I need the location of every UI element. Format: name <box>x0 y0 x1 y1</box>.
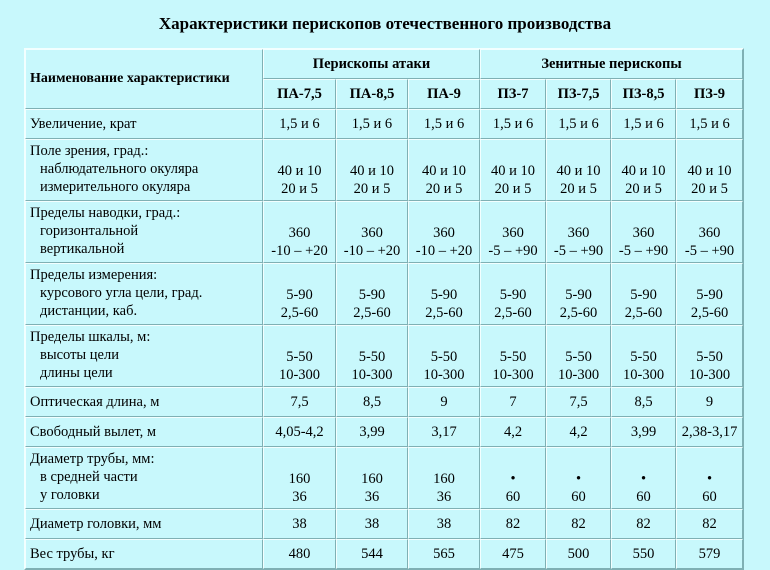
row-label-sub: высоты цели <box>40 347 119 363</box>
value-cell <box>546 325 611 387</box>
value-cell <box>546 447 611 509</box>
value-line: 2,5-60 <box>353 305 391 321</box>
value-cell <box>336 417 408 447</box>
value-line: 480 <box>288 546 311 562</box>
row-label <box>25 139 263 201</box>
value-cell <box>408 417 480 447</box>
value-line: 1,5 и 6 <box>689 116 730 132</box>
value-line: 3,17 <box>431 424 457 440</box>
value-cell <box>611 417 676 447</box>
value-line: 60 <box>571 489 586 505</box>
value-line: 8,5 <box>362 394 382 410</box>
value-line: 1,5 и 6 <box>279 116 320 132</box>
value-line: 10-300 <box>351 367 393 383</box>
value-line: 2,38-3,17 <box>681 424 738 440</box>
value-line: 3,99 <box>359 424 385 440</box>
value-cell <box>263 139 336 201</box>
value-line: 9 <box>440 394 448 410</box>
table-row <box>25 539 743 569</box>
value-cell <box>336 139 408 201</box>
value-cell <box>336 387 408 417</box>
page-title: Характеристики перископов отечественного производства <box>158 14 612 33</box>
periscope-spec-table <box>24 48 744 570</box>
value-line: 7,5 <box>569 394 588 410</box>
row-label-main: Оптическая длина, м <box>30 394 160 410</box>
value-line: 360 <box>632 225 655 241</box>
value-line: 500 <box>567 546 590 562</box>
row-label-sub: дистанции, каб. <box>40 303 138 319</box>
row-label-sub: вертикальной <box>40 241 125 257</box>
header-group-antiaircraft: Зенитные перископы <box>480 49 743 79</box>
row-label-main: Поле зрения, град.: <box>30 143 149 159</box>
value-cell <box>676 109 743 139</box>
table-row <box>25 417 743 447</box>
value-line: 5-90 <box>565 287 592 303</box>
row-label-main: Увеличение, крат <box>30 116 137 132</box>
value-cell <box>480 509 546 539</box>
value-cell <box>408 139 480 201</box>
value-line: 10-300 <box>557 367 600 383</box>
value-line: 5-90 <box>430 287 458 303</box>
table-row <box>25 447 743 509</box>
value-cell <box>336 509 408 539</box>
value-cell <box>546 109 611 139</box>
value-cell <box>336 263 408 325</box>
value-line: 40 и 10 <box>556 163 601 179</box>
value-cell <box>480 139 546 201</box>
value-cell <box>408 539 480 569</box>
value-line: 82 <box>636 516 651 532</box>
row-label <box>25 509 263 539</box>
value-line: 7,5 <box>290 394 309 410</box>
value-cell <box>546 387 611 417</box>
header-name-column: Наименование характеристики <box>25 49 263 109</box>
value-line: 3,99 <box>630 424 657 440</box>
row-label-main: Пределы измерения: <box>30 267 158 283</box>
header-group-attack: Перископы атаки <box>263 49 480 79</box>
value-cell <box>611 509 676 539</box>
value-cell <box>611 387 676 417</box>
value-line: -5 – +90 <box>553 243 604 259</box>
value-line: 160 <box>361 471 383 487</box>
value-cell <box>480 201 546 263</box>
value-line: 82 <box>505 516 521 532</box>
row-label <box>25 109 263 139</box>
table-row <box>25 325 743 387</box>
value-cell <box>336 201 408 263</box>
value-line: 544 <box>361 546 383 562</box>
value-line: 5-50 <box>286 349 313 365</box>
value-cell <box>546 201 611 263</box>
table-row <box>25 509 743 539</box>
value-line: 2,5-60 <box>280 305 319 321</box>
value-cell <box>676 139 743 201</box>
value-line: -5 – +90 <box>618 243 669 259</box>
value-line: -10 – +20 <box>343 243 401 259</box>
value-line: 40 и 10 <box>687 163 732 179</box>
row-label <box>25 539 263 569</box>
value-line: 160 <box>433 471 455 487</box>
value-line: 40 и 10 <box>349 163 394 179</box>
row-label <box>25 447 263 509</box>
value-line: 1,5 и 6 <box>623 116 664 132</box>
value-line: -5 – +90 <box>488 243 538 259</box>
table-row <box>25 387 743 417</box>
value-cell <box>480 109 546 139</box>
row-label <box>25 417 263 447</box>
value-cell <box>546 139 611 201</box>
value-line: 360 <box>698 225 721 241</box>
value-line: • <box>707 471 713 487</box>
row-label-main: Диаметр головки, мм <box>30 516 162 532</box>
value-line: 10-300 <box>622 367 665 383</box>
value-line: 10-300 <box>689 367 731 383</box>
value-line: 82 <box>702 516 717 532</box>
value-line: 20 и 5 <box>494 181 532 197</box>
value-cell <box>480 539 546 569</box>
value-line: 20 и 5 <box>281 181 318 197</box>
value-line: 82 <box>571 516 586 532</box>
row-label-main: Вес трубы, кг <box>30 546 115 562</box>
value-line: 36 <box>436 489 452 505</box>
value-line: • <box>640 471 647 487</box>
value-line: 7 <box>509 394 517 410</box>
value-line: 565 <box>433 546 455 562</box>
value-line: 10-300 <box>278 367 321 383</box>
row-label-main: Свободный вылет, м <box>30 424 157 440</box>
value-line: 5-50 <box>696 349 723 365</box>
value-line: -10 – +20 <box>415 243 473 259</box>
value-cell <box>263 387 336 417</box>
value-line: 2,5-60 <box>494 305 532 321</box>
value-line: 2,5-60 <box>690 305 729 321</box>
header-model: ПА-9 <box>408 79 480 109</box>
value-cell <box>263 109 336 139</box>
row-label-sub: длины цели <box>40 365 113 381</box>
value-cell <box>336 447 408 509</box>
value-line: 5-50 <box>499 349 527 365</box>
value-line: 40 и 10 <box>491 163 536 179</box>
value-line: 20 и 5 <box>560 181 597 197</box>
header-model: ПЗ-9 <box>676 79 743 109</box>
value-line: 5-50 <box>565 349 592 365</box>
value-line: 38 <box>364 516 380 532</box>
value-line: 4,2 <box>503 424 523 440</box>
value-line: 40 и 10 <box>422 163 467 179</box>
value-line: 1,5 и 6 <box>423 116 465 132</box>
row-label-sub: горизонтальной <box>40 223 139 239</box>
value-cell <box>263 539 336 569</box>
value-cell <box>408 447 480 509</box>
value-cell <box>676 417 743 447</box>
value-line: 10-300 <box>423 367 465 383</box>
value-line: 60 <box>702 489 717 505</box>
header-model: ПА-8,5 <box>336 79 408 109</box>
value-line: 20 и 5 <box>625 181 662 197</box>
row-label <box>25 263 263 325</box>
header-model: ПЗ-7 <box>480 79 546 109</box>
value-line: 5-90 <box>358 287 386 303</box>
header-model: ПА-7,5 <box>263 79 336 109</box>
value-line: 4,05-4,2 <box>275 424 324 440</box>
value-line: 5-90 <box>286 287 313 303</box>
value-cell <box>546 417 611 447</box>
value-cell <box>480 447 546 509</box>
table-row <box>25 139 743 201</box>
row-label-sub: в средней части <box>40 469 138 485</box>
value-line: 550 <box>632 546 655 562</box>
value-cell <box>263 447 336 509</box>
value-line: 475 <box>502 546 524 562</box>
value-cell <box>546 263 611 325</box>
value-cell <box>408 387 480 417</box>
value-cell <box>676 325 743 387</box>
value-cell <box>263 263 336 325</box>
value-line: 60 <box>505 489 521 505</box>
value-line: 40 и 10 <box>277 163 322 179</box>
row-label <box>25 325 263 387</box>
value-cell <box>676 387 743 417</box>
value-cell <box>336 325 408 387</box>
row-label-main: Диаметр трубы, мм: <box>30 451 155 467</box>
row-label-main: Пределы наводки, град.: <box>30 205 181 221</box>
value-line: 5-90 <box>696 287 723 303</box>
value-line: 5-90 <box>499 287 527 303</box>
row-label-sub: курсового угла цели, град. <box>40 285 203 301</box>
value-line: 360 <box>361 225 383 241</box>
value-cell <box>546 509 611 539</box>
value-cell <box>611 539 676 569</box>
value-cell <box>263 201 336 263</box>
value-cell <box>611 109 676 139</box>
value-cell <box>611 201 676 263</box>
value-line: 360 <box>433 225 455 241</box>
value-cell <box>480 325 546 387</box>
value-line: 9 <box>705 394 714 410</box>
value-line: -5 – +90 <box>684 243 735 259</box>
value-line: 5-50 <box>630 349 657 365</box>
value-line: • <box>510 471 516 487</box>
value-line: 1,5 и 6 <box>492 116 534 132</box>
value-cell <box>408 109 480 139</box>
value-cell <box>611 263 676 325</box>
value-cell <box>408 509 480 539</box>
value-line: 36 <box>292 489 307 505</box>
row-label-sub: измерительного окуляра <box>40 179 191 195</box>
value-cell <box>611 139 676 201</box>
value-line: -10 – +20 <box>271 243 328 259</box>
value-line: 360 <box>502 225 524 241</box>
value-cell <box>546 539 611 569</box>
value-line: 2,5-60 <box>559 305 598 321</box>
value-line: • <box>575 471 582 487</box>
table-row <box>25 263 743 325</box>
value-line: 360 <box>288 225 311 241</box>
row-label <box>25 201 263 263</box>
value-line: 5-50 <box>430 349 458 365</box>
value-line: 10-300 <box>492 367 534 383</box>
value-line: 38 <box>436 516 452 532</box>
value-line: 1,5 и 6 <box>351 116 393 132</box>
value-cell <box>336 539 408 569</box>
value-cell <box>480 387 546 417</box>
value-cell <box>676 447 743 509</box>
value-line: 38 <box>292 516 307 532</box>
value-line: 20 и 5 <box>353 181 391 197</box>
row-label <box>25 387 263 417</box>
table-row <box>25 201 743 263</box>
value-line: 160 <box>288 471 311 487</box>
value-cell <box>480 417 546 447</box>
value-cell <box>408 325 480 387</box>
value-line: 5-50 <box>358 349 386 365</box>
row-label-sub: у головки <box>40 487 100 503</box>
value-cell <box>676 263 743 325</box>
value-cell <box>263 325 336 387</box>
row-label-main: Пределы шкалы, м: <box>30 329 151 345</box>
value-line: 20 и 5 <box>425 181 463 197</box>
value-line: 36 <box>364 489 380 505</box>
header-model: ПЗ-8,5 <box>611 79 676 109</box>
value-cell <box>480 263 546 325</box>
value-line: 2,5-60 <box>624 305 663 321</box>
value-line: 579 <box>698 546 721 562</box>
value-line: 40 и 10 <box>621 163 666 179</box>
header-model: ПЗ-7,5 <box>546 79 611 109</box>
value-cell <box>408 263 480 325</box>
value-line: 4,2 <box>569 424 588 440</box>
value-cell <box>611 447 676 509</box>
table-row <box>25 109 743 139</box>
value-line: 5-90 <box>630 287 657 303</box>
table-body <box>25 109 743 569</box>
value-line: 8,5 <box>634 394 653 410</box>
value-line: 1,5 и 6 <box>558 116 599 132</box>
value-cell <box>263 417 336 447</box>
value-line: 360 <box>567 225 590 241</box>
value-cell <box>676 509 743 539</box>
row-label-sub: наблюдательного окуляра <box>40 161 199 177</box>
value-line: 20 и 5 <box>691 181 728 197</box>
value-line: 60 <box>636 489 651 505</box>
value-cell <box>263 509 336 539</box>
value-cell <box>408 201 480 263</box>
value-cell <box>676 201 743 263</box>
value-cell <box>676 539 743 569</box>
value-line: 2,5-60 <box>425 305 463 321</box>
value-cell <box>336 109 408 139</box>
value-cell <box>611 325 676 387</box>
